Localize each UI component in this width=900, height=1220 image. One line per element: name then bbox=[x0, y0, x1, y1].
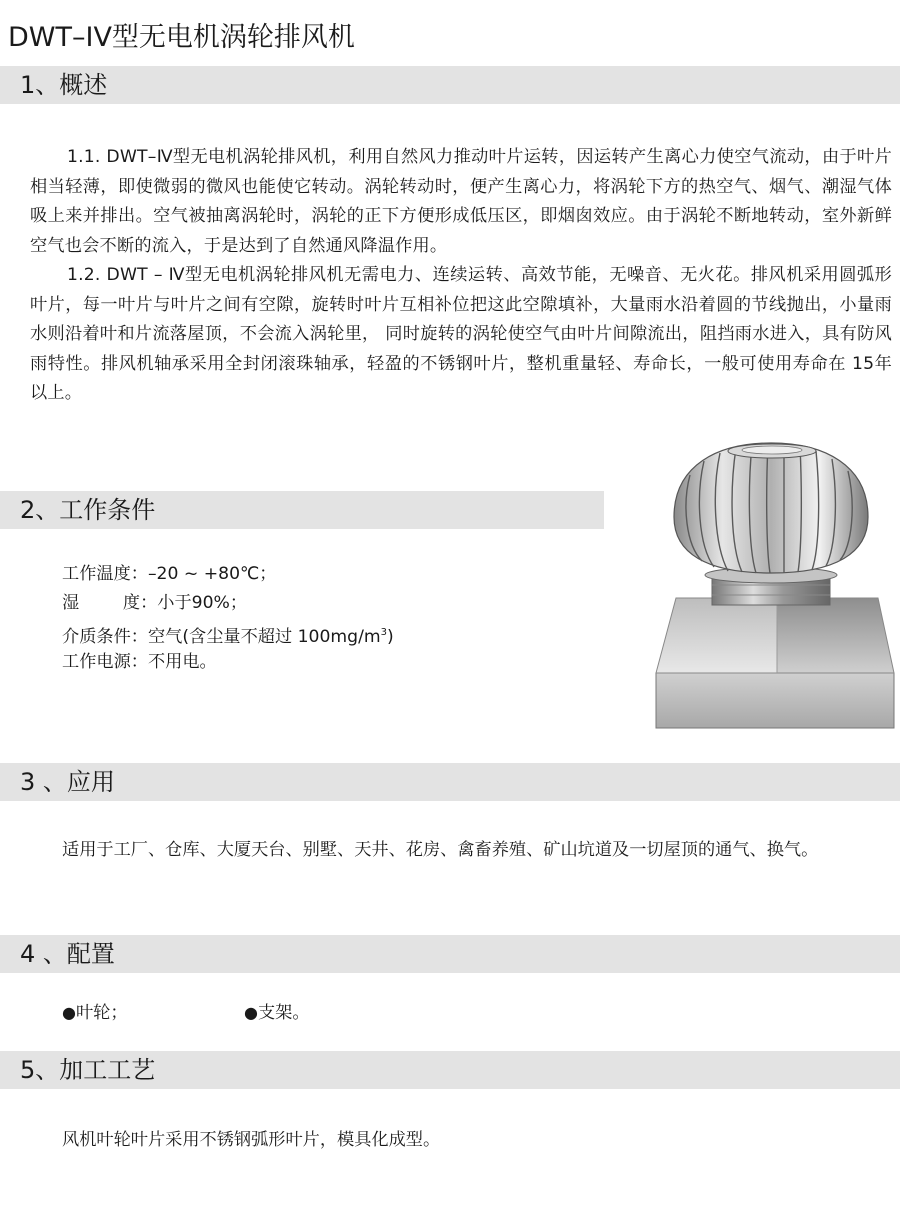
application-text: 适用于工厂、仓库、大厦天台、别墅、天井、花房、禽畜养殖、矿山坑道及一切屋顶的通气、换气。 bbox=[62, 840, 819, 860]
condition-medium-superscript: 3 bbox=[380, 627, 387, 638]
condition-medium-text: 介质条件：空气(含尘量不超过 100mg/m bbox=[62, 627, 381, 647]
bullet-icon: ● bbox=[62, 1003, 76, 1022]
process-text: 风机叶轮叶片采用不锈钢弧形叶片，模具化成型。 bbox=[62, 1130, 441, 1150]
condition-medium-close: ) bbox=[386, 627, 394, 647]
section-heading-application: 3 、应用 bbox=[0, 763, 900, 801]
config-item-label: 支架。 bbox=[257, 1003, 310, 1023]
overview-paragraph-1: 1.1. DWT–Ⅳ型无电机涡轮排风机，利用自然风力推动叶片运转，因运转产生离心力使空气流动，由于叶片相当轻薄，即使微弱的微风也能使它转动。涡轮转动时，便产生离心力，将涡轮下方的热空气、烟气、潮湿气体吸上来并排出。空气被抽离涡轮时，涡轮的正下方便形成低压区，即烟囱效应。由于涡轮不断地转动，室外新鲜空气也会不断的流入，于是达到了自然通风降温作用。 bbox=[30, 147, 892, 256]
overview-paragraph-2: 1.2. DWT – Ⅳ型无电机涡轮排风机无需电力、连续运转、高效节能，无噪音、无火花。排风机采用圆弧形叶片，每一叶片与叶片之间有空隙，旋转时叶片互相补位把这此空隙填补，大量雨水沿着圆的节线抛出，小量雨水则沿着叶和片流落屋顶，不会流入涡轮里， 同时旋转的涡轮使空气由叶片间隙流出，阻挡雨水进入，具有防风雨特性。排风机轴承采用全封闭滚珠轴承，轻盈的不锈钢叶片，整机重量轻、寿命长，一般可使用寿命在 15年 以上。 bbox=[30, 265, 892, 403]
section-heading-overview: 1、概述 bbox=[0, 66, 900, 104]
condition-power: 工作电源：不用电。 bbox=[62, 652, 217, 672]
condition-humidity: 湿 度：小于90%； bbox=[62, 593, 248, 613]
condition-temperature: 工作温度：–20 ~ +80℃； bbox=[62, 564, 277, 584]
turbine-ventilator-photo bbox=[652, 435, 900, 735]
section-heading-configuration: 4 、配置 bbox=[0, 935, 900, 973]
section-heading-conditions: 2、工作条件 bbox=[0, 491, 604, 529]
config-item-label: 叶轮； bbox=[75, 1003, 128, 1023]
condition-medium bbox=[62, 618, 394, 652]
section-heading-process: 5、加工工艺 bbox=[0, 1051, 900, 1089]
config-item-bracket bbox=[244, 998, 310, 1028]
page-title: DWT–IV型无电机涡轮排风机 bbox=[8, 22, 355, 53]
bullet-icon: ● bbox=[244, 1003, 258, 1022]
config-item-impeller bbox=[62, 998, 128, 1028]
